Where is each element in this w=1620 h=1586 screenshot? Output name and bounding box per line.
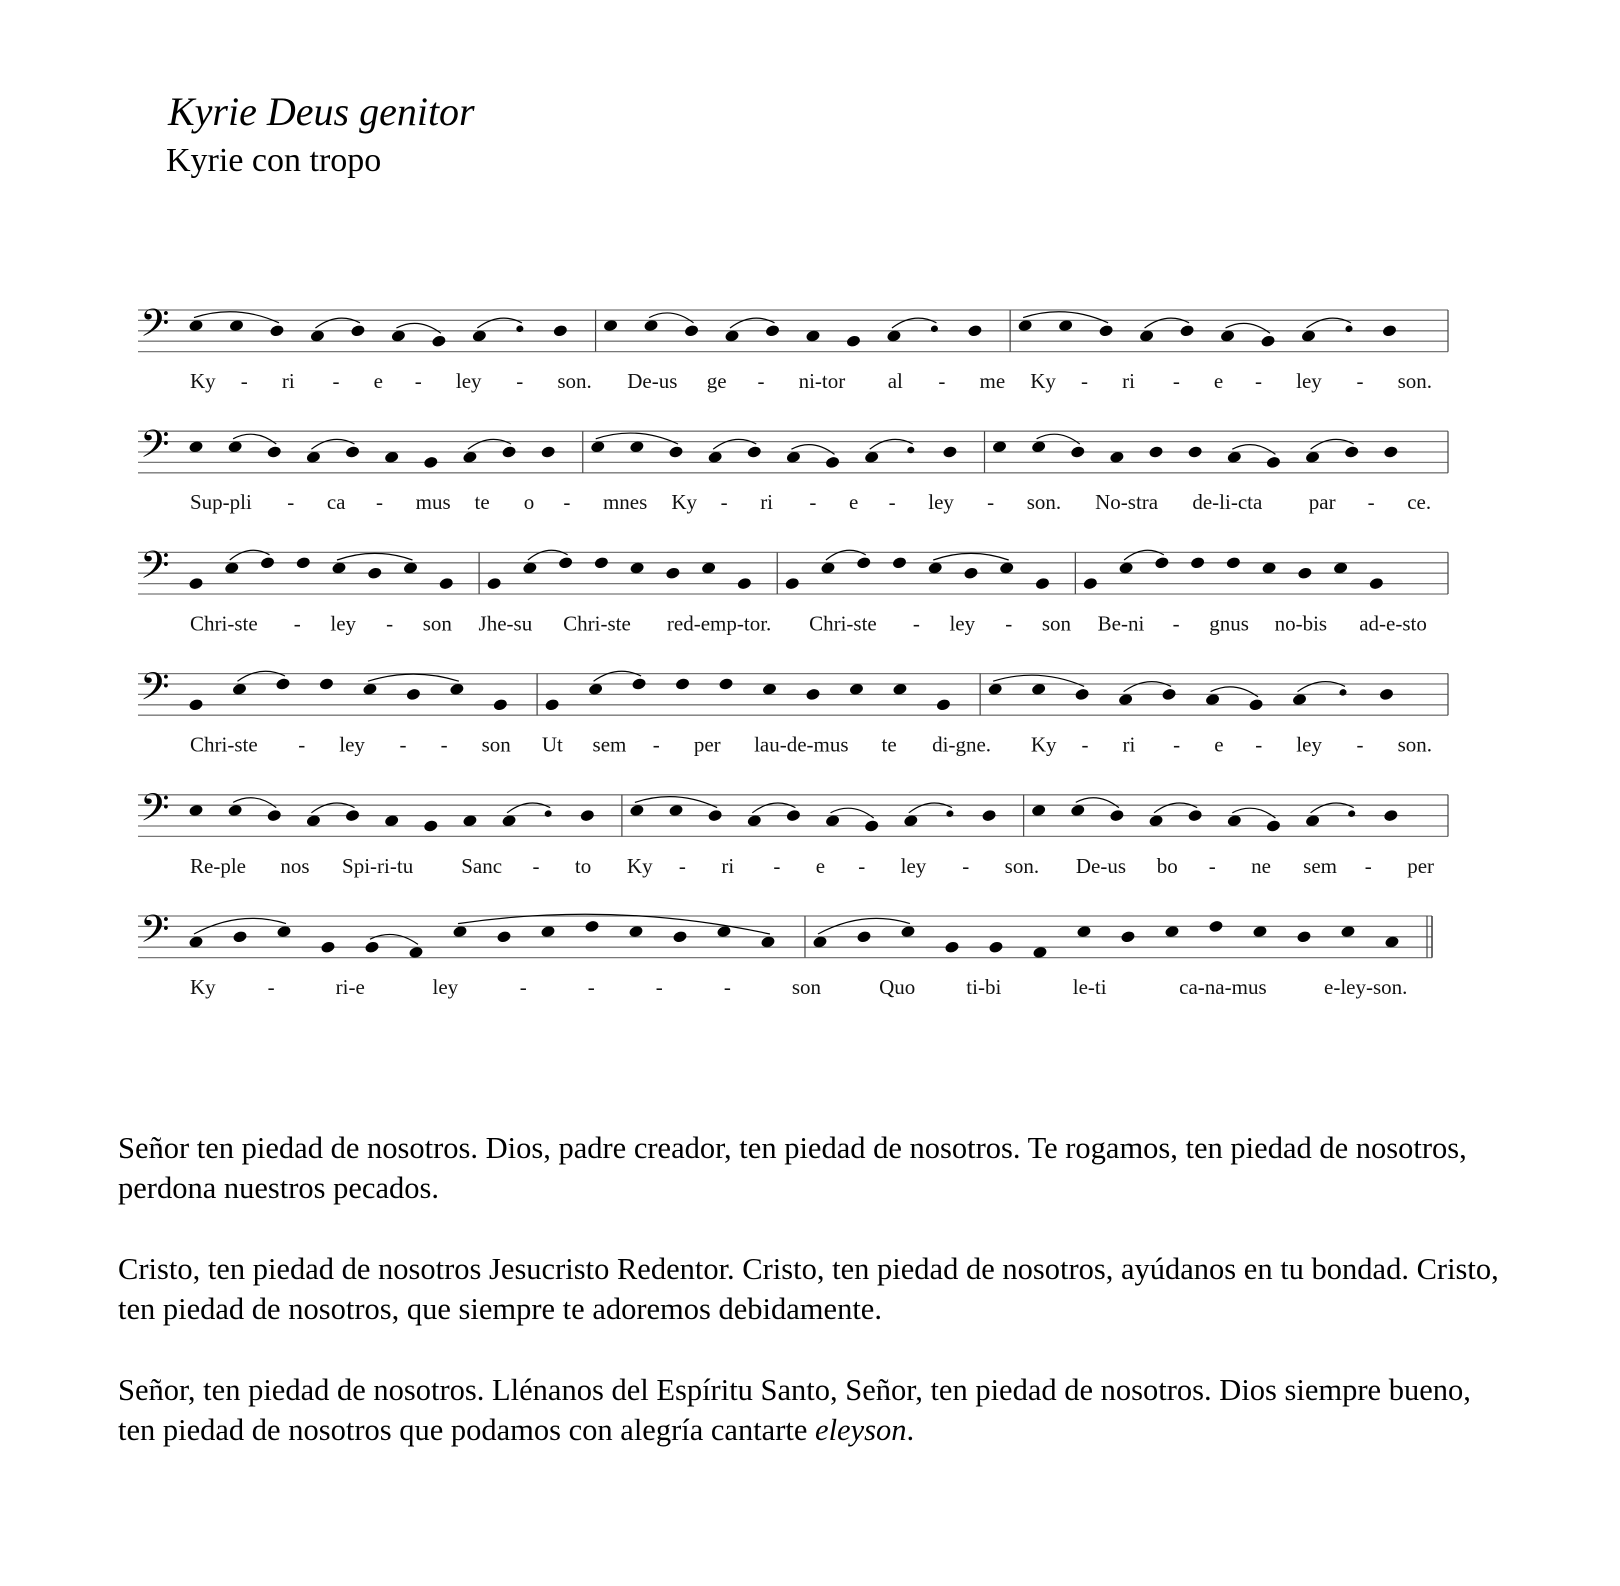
lyric-syllable: mus xyxy=(415,490,451,515)
lyric-syllable: - xyxy=(1172,611,1180,636)
lyric-syllable: ni-tor xyxy=(798,369,846,393)
lyric-syllable: Ky xyxy=(190,975,216,999)
note xyxy=(544,698,560,712)
lyric-syllable: ri xyxy=(721,853,735,878)
note xyxy=(967,324,983,338)
lyric-syllable: e xyxy=(373,369,383,393)
lyric-syllable: - xyxy=(1005,611,1013,636)
slur xyxy=(237,671,284,681)
lyric-syllable: son. xyxy=(1026,490,1062,515)
lyric-syllable: son. xyxy=(557,369,592,393)
lyric-syllable: ti-bi xyxy=(966,975,1002,999)
note xyxy=(492,698,508,712)
note xyxy=(266,445,282,459)
lyric-syllable: son xyxy=(481,732,511,757)
note xyxy=(438,577,454,591)
lyric-syllable: - xyxy=(440,732,448,757)
lyric-syllable: sem xyxy=(592,732,627,757)
lyric-syllable: Chri-ste xyxy=(190,732,258,757)
lyric-syllable: - xyxy=(1255,369,1263,393)
lyric-syllable: Chri-ste xyxy=(190,611,258,636)
slur xyxy=(730,318,774,328)
lyric-syllable: ri xyxy=(1122,369,1135,393)
lyric-syllable: - xyxy=(532,853,540,878)
lyric-syllable: - xyxy=(938,369,946,393)
note xyxy=(345,809,361,823)
lyric-syllable: - xyxy=(987,490,995,515)
note xyxy=(1035,577,1051,591)
note xyxy=(552,324,568,338)
note xyxy=(1082,577,1098,591)
lyric-syllable: Ky xyxy=(1030,732,1057,757)
note xyxy=(988,940,1004,954)
slur xyxy=(649,313,693,323)
note xyxy=(1074,687,1090,701)
note-small xyxy=(515,325,524,333)
note xyxy=(558,556,574,570)
lyric-syllable: red-emp-tor. xyxy=(666,611,772,636)
lyric-syllable: Ut xyxy=(541,732,563,757)
lyric-syllable: ley xyxy=(432,975,459,999)
translation-paragraph-1: Señor ten piedad de nosotros. Dios, padre creador, ten piedad de nosotros. Te rogamos, ten piedad de nosotros, perdona nuestros pecados. xyxy=(118,1131,1467,1205)
note xyxy=(1070,445,1086,459)
lyric-syllable: - xyxy=(757,369,765,393)
lyric-syllable: Chri-ste xyxy=(809,611,877,636)
note xyxy=(1379,687,1395,701)
lyric-syllable: Ky xyxy=(626,853,653,878)
lyric-syllable: ri xyxy=(281,369,295,393)
note xyxy=(856,556,872,570)
lyric-syllable: ca-na-mus xyxy=(1179,975,1267,999)
note xyxy=(593,556,609,570)
lyric-syllable: - xyxy=(1356,732,1364,757)
lyric-syllable: di-gne. xyxy=(932,732,992,757)
lyric-syllable: Ky xyxy=(671,490,698,515)
lyric-syllable: ri xyxy=(1122,732,1136,757)
lyric-syllable: me xyxy=(979,369,1006,393)
note xyxy=(188,577,204,591)
lyric-syllable: ley xyxy=(330,611,357,636)
note-small xyxy=(1339,688,1348,696)
note xyxy=(846,334,862,348)
lyric-syllable: per xyxy=(693,732,721,757)
note-small xyxy=(945,809,954,817)
note xyxy=(345,445,361,459)
slur xyxy=(311,439,354,449)
note xyxy=(486,577,502,591)
note-small xyxy=(930,325,939,333)
lyric-syllable: sem xyxy=(1303,853,1337,878)
note xyxy=(501,445,517,459)
lyric-syllable: ley xyxy=(455,369,482,393)
slur xyxy=(870,439,913,449)
note xyxy=(1266,455,1282,469)
note xyxy=(275,677,291,691)
note xyxy=(1148,445,1164,459)
lyric-syllable: to xyxy=(574,853,592,878)
lyric-syllable: mnes xyxy=(602,490,648,515)
note xyxy=(805,687,821,701)
note xyxy=(668,445,684,459)
lyric-syllable: al xyxy=(887,369,903,393)
translation-paragraph-2: Cristo, ten piedad de nosotros Jesucristo Redentor. Cristo, ten piedad de nosotros, ayúdanos en tu bondad. Cristo, ten piedad de nosotros, que siempre te adoremos debidamente. xyxy=(118,1252,1499,1326)
note xyxy=(736,577,752,591)
lyric-syllable: ley xyxy=(928,490,954,515)
note xyxy=(1179,324,1195,338)
lyric-syllable: - xyxy=(652,732,660,757)
lyric-syllable: - xyxy=(1173,732,1181,757)
lyric-syllable: - xyxy=(399,732,407,757)
note xyxy=(1187,445,1203,459)
note xyxy=(367,566,383,580)
lyric-syllable: - xyxy=(240,369,248,393)
note xyxy=(1368,577,1384,591)
bass-clef-icon: 𝄢 xyxy=(140,663,170,718)
slur xyxy=(594,671,641,681)
lyric-syllable: - xyxy=(858,853,866,878)
lyric-syllable: ri-e xyxy=(335,975,365,999)
slur xyxy=(1211,687,1258,697)
lyric-syllable: Ky xyxy=(1030,369,1056,393)
slur xyxy=(1298,682,1345,692)
note-small xyxy=(1345,325,1354,333)
note xyxy=(1161,687,1177,701)
note xyxy=(1098,324,1114,338)
lyric-syllable: son. xyxy=(1397,369,1433,393)
slur xyxy=(1124,682,1171,692)
note xyxy=(665,566,681,580)
lyric-syllable: - xyxy=(1081,732,1089,757)
lyric-syllable: no-bis xyxy=(1274,611,1328,636)
lyric-syllable: ley xyxy=(1296,732,1322,757)
lyric-syllable: - xyxy=(1080,369,1088,393)
lyric-syllable: ley xyxy=(900,853,927,878)
note xyxy=(1120,930,1136,944)
note xyxy=(405,687,421,701)
note xyxy=(936,698,952,712)
note xyxy=(675,677,691,691)
slur xyxy=(909,803,952,813)
lyric-syllable: per xyxy=(1407,853,1435,878)
note xyxy=(684,324,700,338)
lyric-syllable: ca xyxy=(326,490,346,515)
note xyxy=(269,324,285,338)
lyric-syllable: ge xyxy=(706,369,727,393)
bass-clef-icon: 𝄢 xyxy=(140,421,170,476)
lyric-syllable: - xyxy=(519,975,527,999)
note xyxy=(431,334,447,348)
lyric-syllable: son xyxy=(791,975,822,999)
lyric-syllable: - xyxy=(386,611,394,636)
lyric-syllable: - xyxy=(888,490,896,515)
lyric-syllable: - xyxy=(723,975,731,999)
lyric-syllable: - xyxy=(332,369,340,393)
slur xyxy=(1145,318,1189,328)
note xyxy=(364,940,380,954)
lyric-syllable: - xyxy=(1367,490,1375,515)
lyric-syllable: - xyxy=(516,369,524,393)
note xyxy=(423,455,439,469)
slur xyxy=(368,674,459,681)
lyric-syllable: De-us xyxy=(627,369,678,393)
slur xyxy=(1124,550,1164,560)
lyric-syllable: Spi-ri-tu xyxy=(342,853,414,878)
note xyxy=(266,809,282,823)
note xyxy=(825,455,841,469)
bass-clef-icon: 𝄢 xyxy=(140,542,170,597)
lyric-syllable: Ky xyxy=(190,369,216,393)
slur xyxy=(1154,803,1197,813)
lyric-syllable: o xyxy=(523,490,535,515)
lyric-syllable: - xyxy=(298,732,306,757)
note xyxy=(631,677,647,691)
note xyxy=(864,819,880,833)
note xyxy=(350,324,366,338)
lyric-syllable: - xyxy=(414,369,422,393)
lyric-syllable: e xyxy=(1214,732,1224,757)
bass-clef-icon: 𝄢 xyxy=(140,906,170,961)
note xyxy=(963,566,979,580)
note xyxy=(672,930,688,944)
note xyxy=(718,677,734,691)
note xyxy=(584,919,600,933)
lyric-syllable: te xyxy=(881,732,897,757)
note xyxy=(1297,566,1313,580)
note xyxy=(1383,809,1399,823)
note-small xyxy=(544,809,553,817)
note xyxy=(1260,334,1276,348)
slur xyxy=(1307,318,1351,328)
note xyxy=(1109,809,1125,823)
lyric-syllable: - xyxy=(1172,369,1180,393)
slur xyxy=(230,550,270,560)
lyric-syllable: par xyxy=(1308,490,1336,515)
bass-clef-icon: 𝄢 xyxy=(140,785,170,840)
lyric-syllable: - xyxy=(293,611,301,636)
slur xyxy=(477,318,521,328)
lyric-syllable: Chri-ste xyxy=(563,611,631,636)
lyric-syllable: son. xyxy=(1004,853,1040,878)
slur xyxy=(1226,323,1270,333)
note xyxy=(1208,919,1224,933)
note xyxy=(232,930,248,944)
lyric-syllable: ley xyxy=(949,611,976,636)
note xyxy=(260,556,276,570)
note xyxy=(1344,445,1360,459)
lyric-syllable: Sanc xyxy=(461,853,503,878)
lyric-syllable: - xyxy=(376,490,384,515)
note-small xyxy=(906,446,915,454)
lyric-syllable: - xyxy=(678,853,686,878)
slur xyxy=(315,318,359,328)
note xyxy=(1382,324,1398,338)
slur xyxy=(1311,439,1354,449)
lyric-syllable: Re-ple xyxy=(190,853,246,878)
slur xyxy=(892,318,936,328)
italic-word: eleyson xyxy=(815,1413,907,1447)
note xyxy=(1187,809,1203,823)
lyric-syllable: - xyxy=(773,853,781,878)
note xyxy=(320,940,336,954)
slur xyxy=(311,803,354,813)
lyric-syllable: e-ley-son. xyxy=(1324,975,1408,999)
lyric-syllable: Be-ni xyxy=(1097,611,1145,636)
lyric-syllable: - xyxy=(912,611,920,636)
note xyxy=(1225,556,1241,570)
note xyxy=(746,445,762,459)
note xyxy=(579,809,595,823)
lyric-syllable: - xyxy=(287,490,295,515)
note xyxy=(1190,556,1206,570)
slur xyxy=(1311,803,1354,813)
lyric-syllable: De-us xyxy=(1075,853,1127,878)
note xyxy=(188,698,204,712)
lyric-syllable: Quo xyxy=(879,975,916,999)
slur xyxy=(468,439,511,449)
lyric-syllable: ce. xyxy=(1407,490,1432,515)
note xyxy=(540,445,556,459)
note xyxy=(1154,556,1170,570)
lyric-syllable: e xyxy=(1213,369,1224,393)
lyric-syllable: - xyxy=(1208,853,1216,878)
lyric-syllable: - xyxy=(267,975,275,999)
note-small xyxy=(1347,809,1356,817)
lyric-syllable: - xyxy=(962,853,970,878)
lyric-syllable: ne xyxy=(1251,853,1271,878)
lyric-syllable: - xyxy=(809,490,817,515)
lyric-syllable: - xyxy=(655,975,663,999)
lyric-syllable: le-ti xyxy=(1072,975,1107,999)
note xyxy=(786,809,802,823)
slur xyxy=(713,439,756,449)
lyric-syllable: - xyxy=(587,975,595,999)
lyric-syllable: lau-de-mus xyxy=(754,732,849,757)
piece-subtitle: Kyrie con tropo xyxy=(166,142,382,179)
lyric-syllable: Sup-pli xyxy=(190,490,252,515)
slur xyxy=(826,550,866,560)
note xyxy=(707,809,723,823)
lyric-syllable: Jhe-su xyxy=(478,611,533,636)
translation-paragraph-3: Señor, ten piedad de nosotros. Llénanos del Espíritu Santo, Señor, ten piedad de nosotros. Dios siempre bueno, ten piedad de nosotros que podamos con alegría cantarte eleyson. xyxy=(118,1373,1471,1447)
note xyxy=(765,324,781,338)
slur xyxy=(337,553,412,560)
slur xyxy=(396,323,440,333)
note xyxy=(496,930,512,944)
lyric-syllable: ad-e-sto xyxy=(1359,611,1427,636)
note xyxy=(981,809,997,823)
lyric-syllable: e xyxy=(815,853,826,878)
note xyxy=(1266,819,1282,833)
note xyxy=(1248,698,1264,712)
note xyxy=(944,940,960,954)
note xyxy=(784,577,800,591)
slur xyxy=(370,934,418,944)
slur xyxy=(507,803,550,813)
lyric-syllable: No-stra xyxy=(1095,490,1159,515)
lyric-syllable: ri xyxy=(760,490,774,515)
note xyxy=(856,930,872,944)
lyric-syllable: son. xyxy=(1397,732,1433,757)
lyric-syllable: - xyxy=(1356,369,1364,393)
lyric-syllable: son xyxy=(1041,611,1072,636)
lyric-syllable: - xyxy=(563,490,571,515)
note xyxy=(295,556,311,570)
lyric-syllable: - xyxy=(1255,732,1263,757)
bass-clef-icon: 𝄢 xyxy=(140,300,170,355)
note xyxy=(1296,930,1312,944)
lyric-syllable: te xyxy=(474,490,490,515)
slur xyxy=(752,803,795,813)
lyric-syllable: son xyxy=(422,611,452,636)
note xyxy=(942,445,958,459)
lyric-syllable: nos xyxy=(280,853,310,878)
lyric-syllable: e xyxy=(849,490,859,515)
piece-title: Kyrie Deus genitor xyxy=(168,89,475,134)
lyric-syllable: ley xyxy=(1296,369,1322,393)
note xyxy=(892,556,908,570)
lyric-syllable: - xyxy=(720,490,728,515)
lyric-syllable: de-li-cta xyxy=(1192,490,1263,515)
lyric-syllable: ley xyxy=(339,732,365,757)
note xyxy=(1383,445,1399,459)
lyric-syllable: gnus xyxy=(1209,611,1249,636)
note xyxy=(319,677,335,691)
lyric-syllable: - xyxy=(1364,853,1372,878)
note xyxy=(423,819,439,833)
slur xyxy=(933,553,1008,560)
slur xyxy=(528,550,568,560)
lyric-syllable: bo xyxy=(1156,853,1178,878)
